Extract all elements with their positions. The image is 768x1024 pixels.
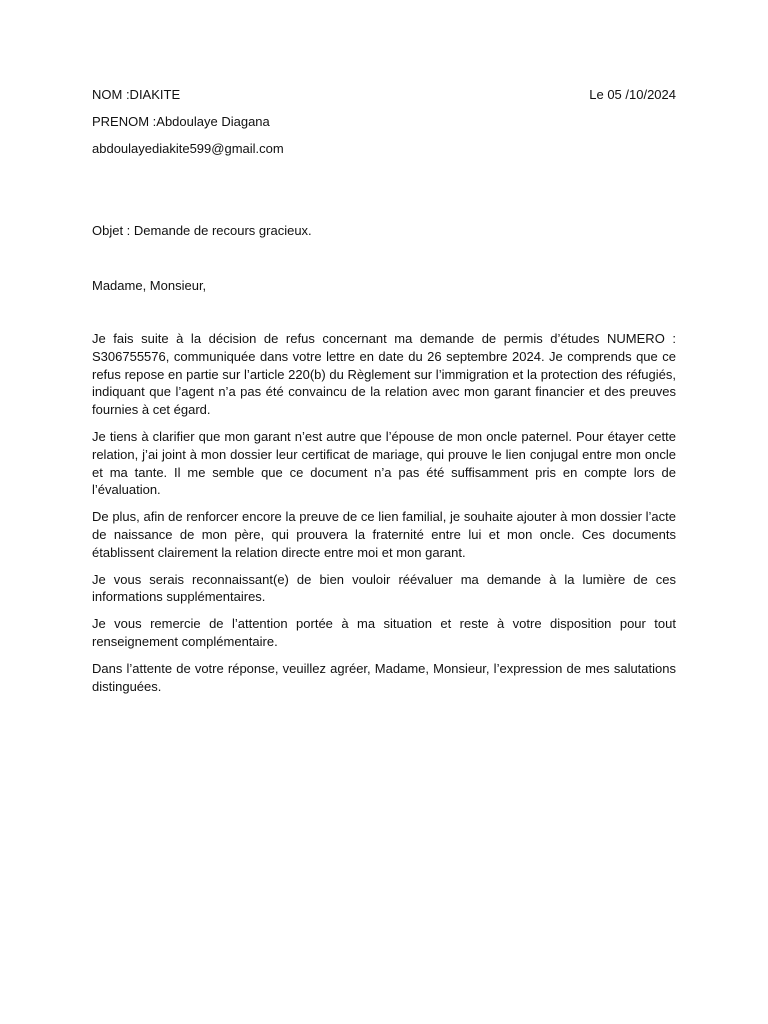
letter-salutation: Madame, Monsieur, [92,278,207,293]
header-row [92,86,676,104]
body-paragraph: Je vous serais reconnaissant(e) de bien vouloir réévaluer ma demande à la lumière de ces informations supplémentaires. [92,571,676,605]
body-paragraph: Je tiens à clarifier que mon garant n’est autre que l’épouse de mon oncle paternel. Pour étayer cette relation, j’ai joint à mon dossier leur certificat de mariage, qui prouve le lien conjugal entre mon oncle et ma tante. Il me semble que ce document n’a pas été suffisamment pris en compte lors de l’évaluation. [92,428,676,498]
letter-subject: Objet : Demande de recours gracieux. [92,223,312,238]
body-paragraph: De plus, afin de renforcer encore la preuve de ce lien familial, je souhaite ajouter à mon dossier l’acte de naissance de mon père, qui prouvera la fraternité entre lui et mon oncle. Ces documents établissent clairement la relation directe entre moi et mon garant. [92,509,676,560]
body-paragraph: Je fais suite à la décision de refus concernant ma demande de permis d’études NUMERO : S306755576, communiquée dans votre lettre en date du 26 septembre 2024. Je comprends que ce refus repose en partie sur l’article 220(b) du Règlement sur l’immigration et la protection des réfugiés, indiquant que l’agent n’a pas été convaincu de la relation avec mon garant financier et des preuves fournies à cet égard. [92,331,676,418]
body-paragraph: Je vous remercie de l’attention portée à ma situation et reste à votre disposition pour tout renseignement complémentaire. [92,616,676,649]
letter-body [92,330,676,695]
letter-date: Le 05 /10/2024 [589,87,676,102]
sender-last-name: NOM :DIAKITE [92,87,181,102]
sender-first-name: PRENOM :Abdoulaye Diagana [92,114,270,129]
body-paragraph: Dans l’attente de votre réponse, veuillez agréer, Madame, Monsieur, l’expression de mes salutations distinguées. [92,660,676,694]
sender-email: abdoulayediakite599@gmail.com [92,141,284,156]
letter-content [92,86,676,704]
